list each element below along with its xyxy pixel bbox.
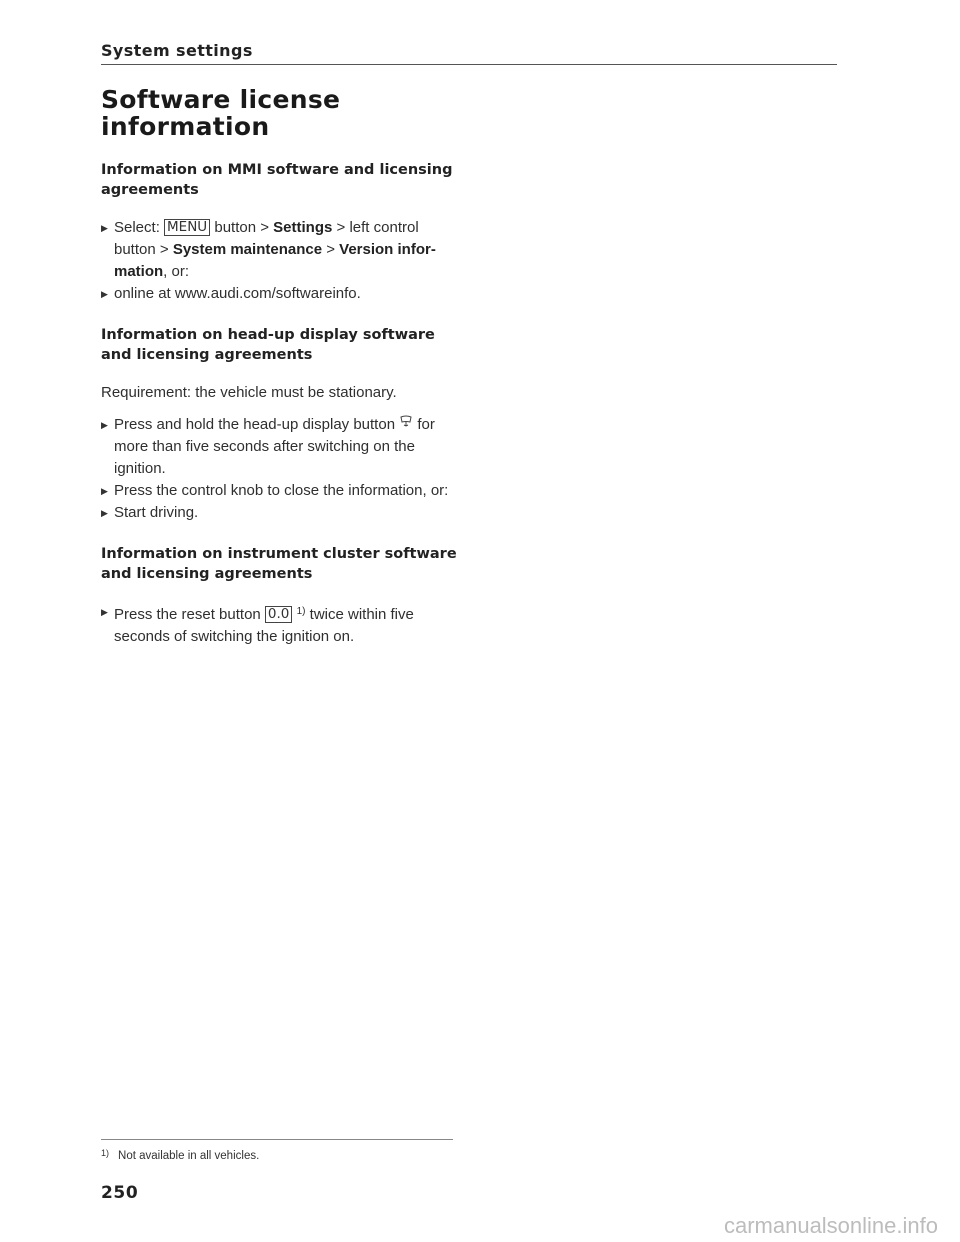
bullet-icon: ▶ bbox=[101, 508, 108, 518]
list-item: ▶ Select: MENU button > Settings > left control button > System maintenance > Version infor-mation, or: bbox=[101, 219, 436, 280]
list-item: ▶ Press and hold the head-up display button for more than five seconds after switching on the ignition. bbox=[101, 416, 435, 477]
steps-list-hud bbox=[101, 414, 461, 524]
steps-list-mmi bbox=[101, 217, 461, 305]
watermark: carmanualsonline.info bbox=[723, 1213, 938, 1238]
bullet-icon: ▶ bbox=[101, 289, 108, 299]
bullet-icon: ▶ bbox=[101, 223, 108, 233]
section-heading-cluster: Information on instrument cluster software and licensing agreements bbox=[101, 546, 457, 582]
bullet-icon: ▶ bbox=[101, 607, 108, 617]
list-item: ▶ online at www.audi.com/softwareinfo. bbox=[101, 283, 461, 305]
footnote-divider bbox=[101, 1139, 453, 1140]
footnote bbox=[101, 1148, 259, 1162]
header-divider bbox=[101, 64, 837, 65]
header-section-title: System settings bbox=[101, 41, 253, 60]
bullet-icon: ▶ bbox=[101, 420, 108, 430]
section-heading-mmi: Information on MMI software and licensing agreements bbox=[101, 162, 453, 198]
reset-key-label: 0.0 bbox=[265, 606, 292, 623]
list-item: ▶ Start driving. bbox=[101, 502, 461, 524]
steps-list-cluster bbox=[101, 601, 461, 648]
menu-key-label: MENU bbox=[164, 219, 210, 236]
requirement-text: Requirement: the vehicle must be stationary. bbox=[101, 384, 397, 401]
list-item: ▶ Press the reset button 0.0 $^{1)}$ twice within five seconds of switching the ignition on. bbox=[101, 601, 461, 648]
section-heading-hud: Information on head-up display software and licensing agreements bbox=[101, 327, 435, 363]
main-content bbox=[101, 82, 461, 668]
page-title: Software license information bbox=[101, 85, 341, 141]
footnote-text: Not available in all vehicles. bbox=[118, 1150, 260, 1162]
head-up-display-icon bbox=[399, 415, 413, 427]
footnote-marker: 1) bbox=[101, 1148, 110, 1158]
bullet-icon: ▶ bbox=[101, 486, 108, 496]
list-item: ▶ Press the control knob to close the information, or: bbox=[101, 480, 461, 502]
footnote-reference: 1) bbox=[296, 606, 306, 617]
page-number: 250 bbox=[101, 1183, 139, 1203]
